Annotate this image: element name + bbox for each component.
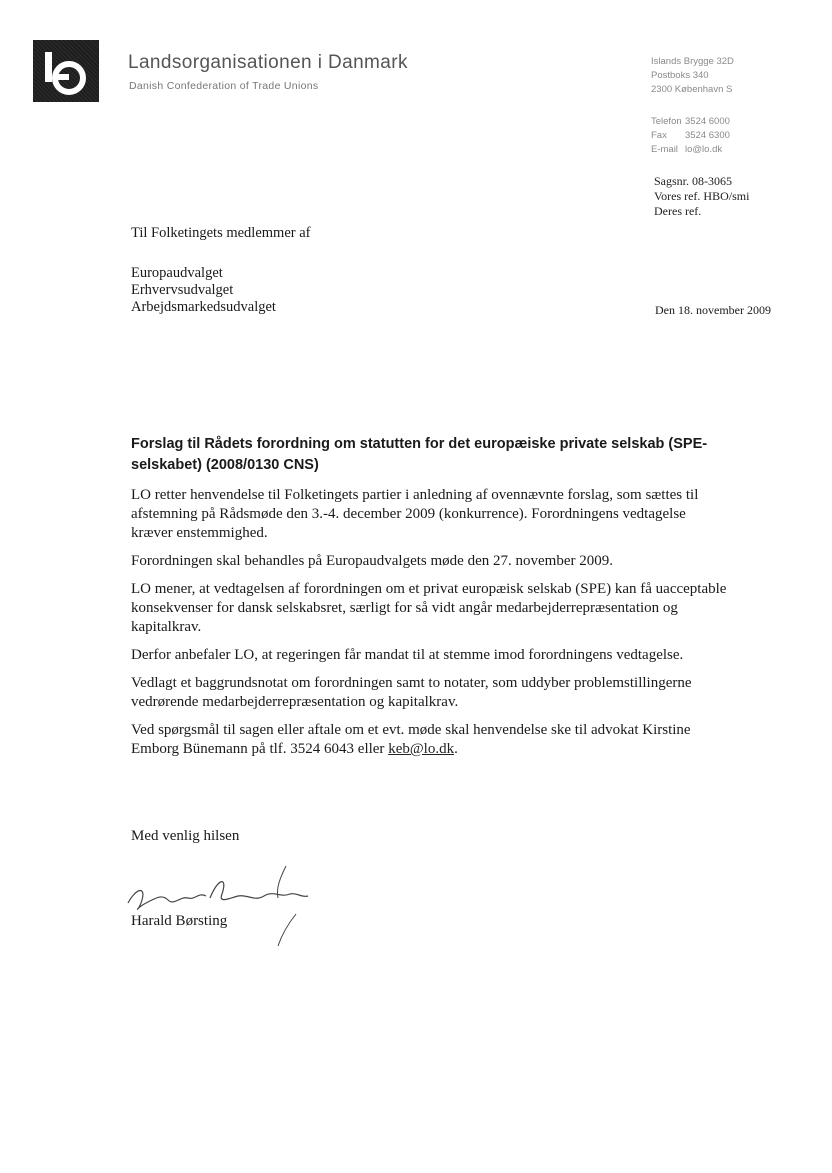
committee-item: Erhvervsudvalget [131,282,234,298]
reference-block [654,174,749,219]
address-block [651,55,801,97]
body-paragraph-contact [131,721,731,759]
contact-email [651,143,801,157]
lo-logo [33,40,99,102]
address-line: Postboks 340 [651,70,709,81]
org-name: Landsorganisationen i Danmark [128,52,408,73]
body-paragraph: Derfor anbefaler LO, at regeringen får mandat til at stemme imod forordningens vedtagelse. [131,647,684,663]
contact-value: 3524 6000 [685,116,730,127]
lo-logo-icon [33,40,99,102]
your-reference: Deres ref. [654,204,702,218]
org-name-english: Danish Confederation of Trade Unions [129,80,319,92]
recipient-committees [131,265,276,316]
contact-block [651,115,801,157]
closing-phrase: Med venlig hilsen [131,828,240,844]
email-link[interactable]: keb@lo.dk [388,741,455,757]
contact-text: Ved spørgsmål til sagen eller aftale om et evt. møde skal henvendelse ske til advokat Kirstine Emborg Bünemann på tlf. 3524 6043 eller [131,722,691,757]
contact-label: E-mail [651,144,678,155]
letter-body [131,486,731,768]
address-line: Islands Brygge 32D [651,56,734,67]
address-line: 2300 København S [651,84,733,95]
case-number: Sagsnr. 08-3065 [654,174,732,188]
recipient-title: Til Folketingets medlemmer af [131,225,311,241]
signer-name: Harald Børsting [131,913,228,929]
subject-heading: Forslag til Rådets forordning om statutten for det europæiske private selskab (SPE-selskabet) (2008/0130 CNS) [131,436,708,473]
body-paragraph: LO mener, at vedtagelsen af forordningen om et privat europæisk selskab (SPE) kan få uacceptable konsekvenser for dansk selskabsret, særligt for så vidt angår medarbejderrepræsentation og kapitalkrav. [131,581,727,635]
committee-item: Europaudvalget [131,265,223,281]
body-paragraph: Vedlagt et baggrundsnotat om forordningen samt to notater, som uddyber problemstillingerne vedrørende medarbejderrepræsentation og kapitalkrav. [131,675,692,710]
handwritten-signature [118,858,318,948]
contact-fax [651,129,801,143]
contact-label: Telefon [651,116,682,127]
contact-text-end: . [454,741,458,757]
committee-item: Arbejdsmarkedsudvalget [131,299,276,315]
contact-value: lo@lo.dk [685,144,723,155]
body-paragraph: Forordningen skal behandles på Europaudvalgets møde den 27. november 2009. [131,553,613,569]
contact-label: Fax [651,130,667,141]
contact-phone [651,115,801,129]
our-reference: Vores ref. HBO/smi [654,189,750,203]
letter-date: Den 18. november 2009 [655,303,771,317]
contact-value: 3524 6300 [685,130,730,141]
body-paragraph: LO retter henvendelse til Folketingets partier i anledning af ovennævnte forslag, som sættes til afstemning på Rådsmøde den 3.-4. december 2009 (konkurrence). Forordningens vedtagelse kræver enstemmighed. [131,487,699,541]
